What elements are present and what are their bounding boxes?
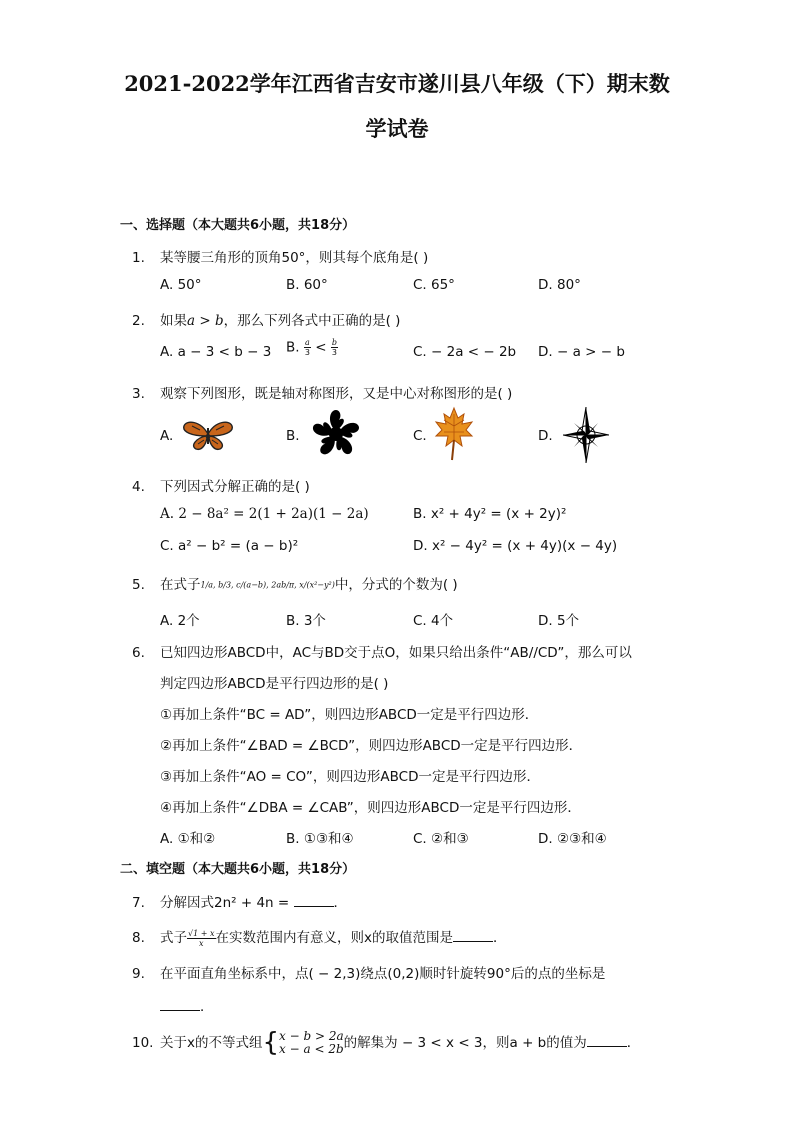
q3-label-b: B.	[286, 428, 300, 444]
q1-option-a: A. 50°	[160, 277, 202, 293]
q4-option-b: B. x² + 4y² = (x + 2y)²	[413, 506, 567, 522]
q6-option-a: A. ①和②	[160, 831, 216, 847]
q5-option-a: A. 2个	[160, 613, 200, 629]
q1-option-b: B. 60°	[286, 277, 328, 293]
q4-option-c: C. a² − b² = (a − b)²	[160, 538, 299, 554]
q3-label-a: A.	[160, 428, 174, 444]
section-choice-heading: 一、选择题（本大题共6小题，共18分）	[120, 218, 356, 233]
q2-option-c: C. − 2a < − 2b	[413, 344, 517, 360]
q6-line2: 判定四边形ABCD是平行四边形的是( )	[160, 676, 389, 692]
q1-option-d: D. 80°	[538, 277, 581, 293]
q6-statement-2: ②再加上条件“∠BAD = ∠BCD”，则四边形ABCD一定是平行四边形．	[160, 738, 583, 754]
q3-label-c: C.	[413, 428, 427, 444]
exam-title-line2: 学试卷	[365, 116, 429, 141]
q5-option-d: D. 5个	[538, 613, 580, 629]
compass-star-figure	[563, 407, 609, 463]
q5-option-b: B. 3个	[286, 613, 326, 629]
q2-option-a: A. a − 3 < b − 3	[160, 344, 272, 360]
question-3: 3. 观察下列图形，既是轴对称图形，又是中心对称图形的是( )	[132, 386, 513, 402]
q5-option-c: C. 4个	[413, 613, 454, 629]
q6-statement-1: ①再加上条件“BC = AD”，则四边形ABCD一定是平行四边形．	[160, 707, 539, 723]
exam-title-line1: 2021-2022学年江西省吉安市遂川县八年级（下）期末数	[124, 71, 670, 96]
q2-option-b: B. $\frac{a}{3}$ < $\frac{b}{3}$	[286, 338, 337, 357]
q6-statement-4: ④再加上条件“∠DBA = ∠CAB”，则四边形ABCD一定是平行四边形．	[160, 800, 581, 816]
q6-statement-3: ③再加上条件“AO = CO”，则四边形ABCD一定是平行四边形．	[160, 769, 541, 785]
question-7: 7. 分解因式2n² + 4n = ．	[132, 895, 347, 911]
q6-option-d: D. ②③和④	[538, 831, 607, 847]
question-10: 10. 关于x的不等式组{ x − b > 2a x − a < 2b 的解集为 − 3 < x < 3，则a + b的值为 ．	[132, 1027, 641, 1058]
q4-option-d: D. x² − 4y² = (x + 4y)(x − 4y)	[413, 538, 618, 554]
q2-option-d: D. − a > − b	[538, 344, 625, 360]
question-6: 6. 已知四边形ABCD中，AC与BD交于点O，如果只给出条件“AB//CD”，那么可以	[132, 645, 632, 661]
q4-option-a: A. 2 − 8a² = 2(1 + 2a)(1 − 2a)	[160, 506, 369, 522]
q6-option-c: C. ②和③	[413, 831, 469, 847]
question-4: 4. 下列因式分解正确的是( )	[132, 479, 310, 495]
question-5: 5. 在式子1/a, b/3, c/(a−b), 2ab/π, x/(x²−y²)中，分式的个数为( )	[132, 577, 458, 593]
q1-option-c: C. 65°	[413, 277, 455, 293]
answer-blank	[160, 998, 200, 1011]
q3-label-d: D.	[538, 428, 553, 444]
answer-blank	[587, 1034, 627, 1047]
maple-leaf-figure	[434, 406, 474, 462]
q9-line2: ．	[160, 995, 214, 1015]
question-8: 8. 式子 $\frac{√1 + x}{x}$ 在实数范围内有意义，则x的取值范围是 ．	[132, 928, 507, 948]
answer-blank	[453, 929, 493, 942]
answer-blank	[294, 894, 334, 907]
question-1: 1. 某等腰三角形的顶角50°，则其每个底角是( )	[132, 250, 429, 266]
question-9: 9. 在平面直角坐标系中，点( − 2,3)绕点(0,2)顺时针旋转90°后的点的坐标是	[132, 966, 606, 982]
flower-figure	[310, 408, 362, 460]
question-2: 2. 如果a > b，那么下列各式中正确的是( )	[132, 313, 401, 329]
inequality-system: { x − b > 2a x − a < 2b	[262, 1027, 344, 1058]
section-fill-heading: 二、填空题（本大题共6小题，共18分）	[120, 862, 356, 877]
butterfly-figure	[182, 418, 234, 452]
q6-option-b: B. ①③和④	[286, 831, 354, 847]
